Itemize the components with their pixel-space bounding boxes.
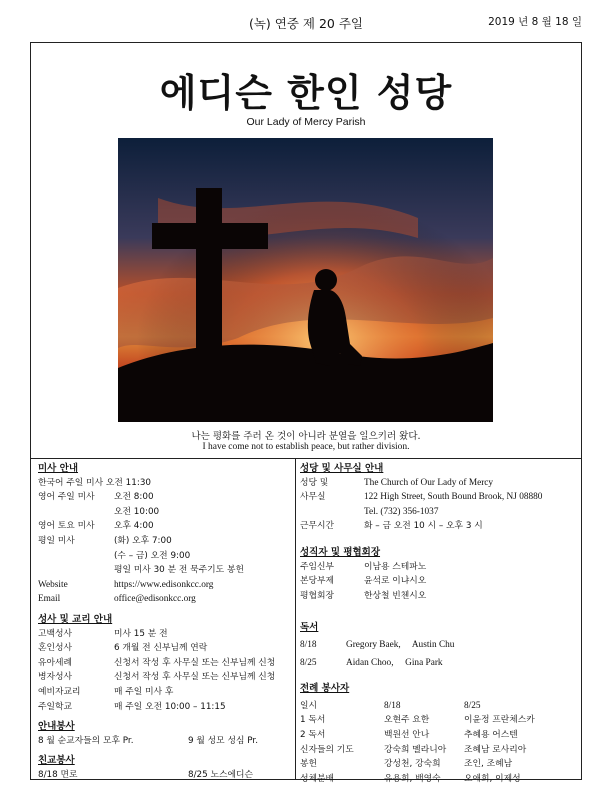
list-item: 고백성사 미사 15 분 전: [38, 628, 168, 639]
fellowship-heading: 친교봉사: [38, 755, 75, 767]
table-row: 1 독서 오현주 요한 이윤정 프란체스카: [300, 715, 535, 726]
table-row: 신자들의 기도 강숙희 멜라니아 조혜남 로사리아: [300, 744, 527, 755]
list-item: 영어 주일 미사 오전 8:00: [38, 492, 154, 503]
list-item: 영어 토요 미사 오후 4:00: [38, 521, 154, 532]
page-title: 에디슨 한인 성당: [159, 71, 453, 115]
table-row: 봉헌 강성천, 강숙희 조인, 조혜남: [300, 759, 513, 770]
liturgy-heading: 전례 봉사자: [300, 683, 350, 695]
right-column: [300, 462, 578, 786]
sacraments-list: [38, 627, 290, 715]
list-item: 오전 10:00: [114, 506, 160, 517]
week-label: (녹) 연중 제 20 주일: [248, 16, 363, 31]
clergy-heading: 성직자 및 평협회장: [300, 546, 381, 558]
list-item: Tel. (732) 356-1037: [364, 506, 439, 517]
email-link[interactable]: office@edisonkcc.org: [114, 594, 196, 605]
bulletin-date: 2019 년 8 월 18 일: [488, 16, 582, 28]
caption-korean: 나는 평화를 주러 온 것이 아니라 분열을 일으키러 왔다.: [191, 431, 421, 442]
list-item: 평협회장 한상철 빈첸시오: [300, 590, 427, 601]
list-item: 혼인성사 6 개월 전 신부님께 연락: [38, 643, 208, 654]
list-item: 평일 미사 (화) 오후 7:00: [38, 535, 172, 546]
list-item: 주일학교 매 주일 오전 10:00 – 11:15: [38, 701, 226, 712]
sacraments-heading: 성사 및 교리 안내: [38, 613, 113, 625]
readers-list: [300, 638, 578, 670]
mass-heading: 미사 안내: [38, 463, 79, 474]
page-subtitle: Our Lady of Mercy Parish: [246, 116, 366, 128]
table-row: 성체분배 유용희, 백영숙 오애희, 이제성: [300, 773, 521, 784]
list-item: 8/25 Aidan Choo, Gina Park: [300, 657, 443, 668]
divider-horizontal: [30, 458, 582, 459]
list-item: 예비자교리 매 주일 미사 후: [38, 686, 174, 697]
list-item: 근무시간 화 – 금 오전 10 시 – 오후 3 시: [300, 521, 483, 532]
clergy-list: [300, 560, 578, 604]
list-item: 한국어 주일 미사 오전 11:30: [38, 477, 152, 488]
office-heading: 성당 및 사무실 안내: [300, 463, 384, 474]
table-row: 2 독서 백원선 안나 추혜용 어스텐: [300, 729, 518, 740]
office-list: [300, 476, 578, 534]
list-item: 평일 미사 30 분 전 묵주기도 봉헌: [114, 565, 244, 576]
list-item: Email office@edisonkcc.org: [38, 594, 196, 605]
left-column: [38, 462, 290, 782]
list-item: (수 – 금) 오전 9:00: [114, 550, 191, 561]
list-item: 병자성사 신청서 작성 후 사무실 또는 신부님께 신청: [38, 672, 276, 683]
list-item: 유아세례 신청서 작성 후 사무실 또는 신부님께 신청: [38, 657, 276, 668]
caption-english: I have come not to establish peace, but rather division.: [202, 442, 410, 452]
list-item: 8/18 면로 8/25 노스에디슨: [38, 769, 254, 780]
guide-service-heading: 안내봉사: [38, 721, 75, 733]
list-item: 사무실 122 High Street, South Bound Brook, NJ 08880: [300, 492, 543, 503]
mass-list: [38, 476, 290, 607]
website-link[interactable]: https://www.edisonkcc.org: [114, 579, 214, 590]
readers-heading: 독서: [300, 622, 319, 634]
divider-vertical: [295, 458, 296, 780]
table-header: 일시 8/18 8/25: [300, 700, 481, 711]
list-item: 8/18 Gregory Baek, Austin Chu: [300, 639, 455, 650]
list-item: Website https://www.edisonkcc.org: [38, 579, 214, 590]
liturgy-table: [300, 699, 578, 787]
cross-sunset-photo: [118, 138, 493, 422]
list-item: 성당 및 The Church of Our Lady of Mercy: [300, 477, 494, 488]
list-item: 8 월 순교자들의 모후 Pr. 9 월 성모 성심 Pr.: [38, 735, 259, 746]
list-item: 주임신부 이남용 스테파노: [300, 561, 427, 572]
list-item: 본당부제 윤석로 이냐시오: [300, 576, 427, 587]
